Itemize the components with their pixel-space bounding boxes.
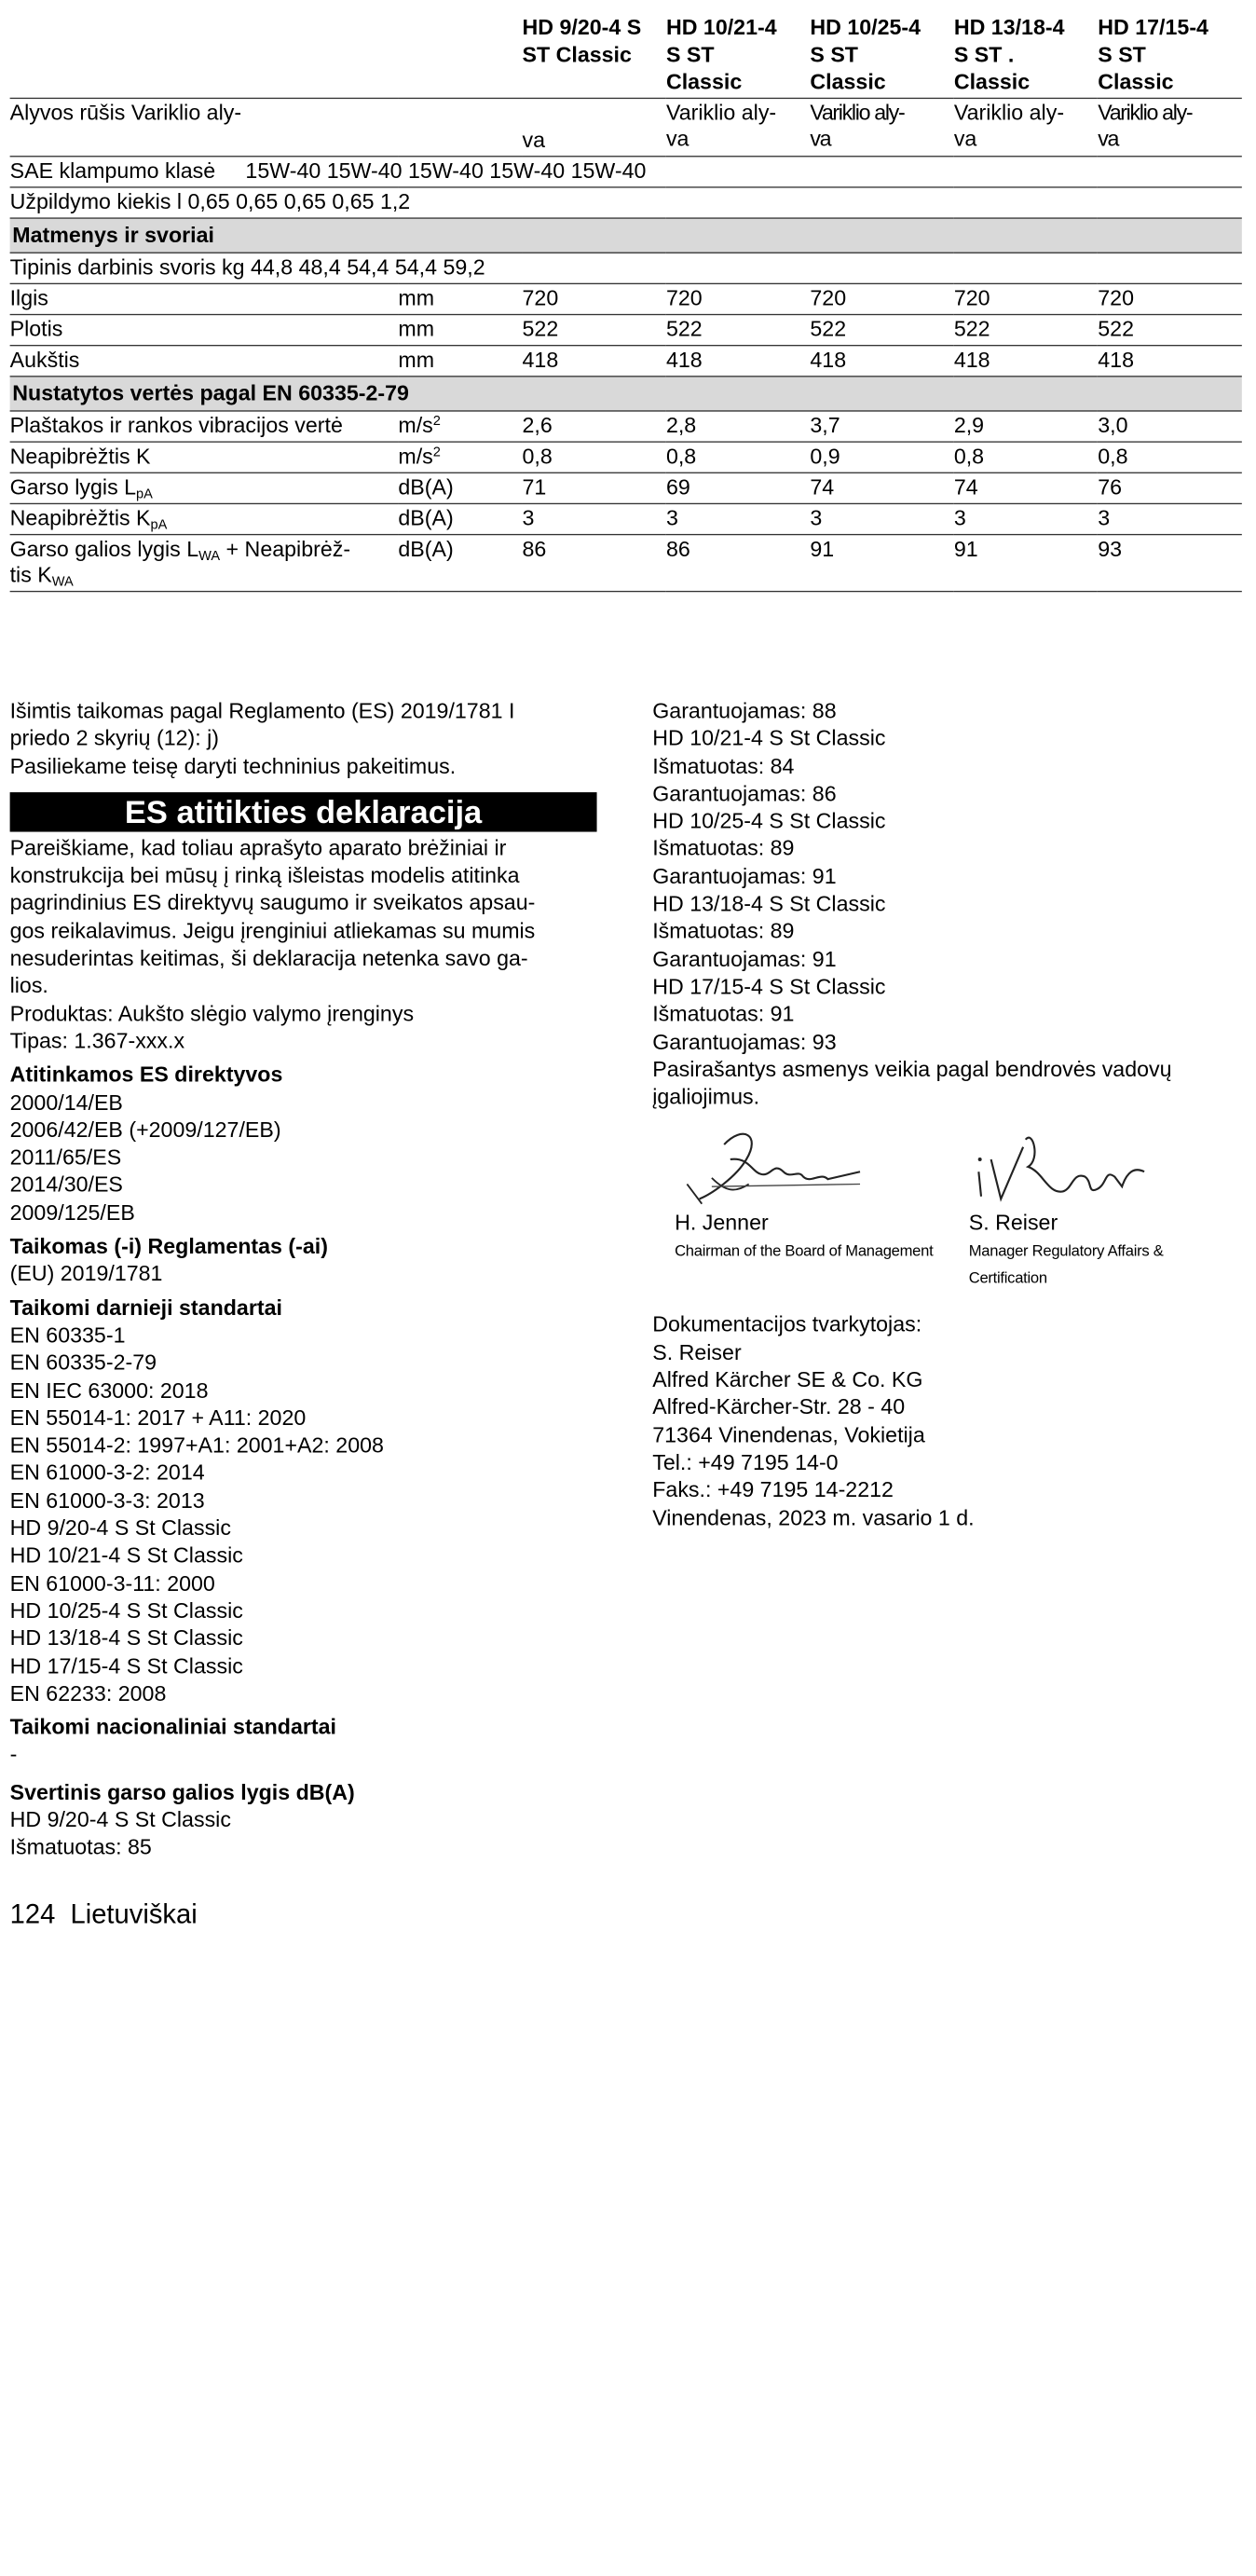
sound-value-line: Išmatuotas: 84 [652,753,795,778]
standard-item: HD 10/25-4 S St Classic [9,1597,243,1624]
exception-line-2: priedo 2 skyrių (12): j) [9,725,220,751]
type-line: Tipas: 1.367-xxx.x [9,1028,185,1053]
standard-item: EN 61000-3-2: 2014 [9,1459,205,1486]
declaration-text: konstrukcija bei mūsų į rinką išleistas modelis atitinka [9,862,520,888]
sound-value-line: Garantuojamas: 91 [652,863,837,889]
section-dimensions: Matmenys ir svoriai [10,218,1242,253]
standard-item: HD 17/15-4 S St Classic [9,1652,243,1679]
width-row: Plotis mm 522 522 522 522 522 [10,315,1242,346]
model-header-3: HD 10/25-4 S ST Classic [810,12,953,98]
table-header-row [10,12,1242,98]
signer-1-role: Chairman of the Board of Management [675,1241,934,1260]
directive-item: 2006/42/EB (+2009/127/EB) [9,1117,281,1143]
regulation-heading: Taikomas (-i) Reglamentas (-ai) [9,1233,328,1259]
doc-line: Vinendenas, 2023 m. vasario 1 d. [652,1504,975,1530]
regulation-item: (EU) 2019/1781 [9,1261,163,1286]
sound-value-line: Išmatuotas: 91 [652,1001,795,1027]
standard-item: HD 13/18-4 S St Classic [9,1625,243,1651]
spec-table [10,12,1242,592]
doc-line: Dokumentacijos tvarkytojas: [652,1311,922,1337]
vibration-row: Plaštakos ir rankos vibracijos vertė $m/s^2$ 2,6 2,8 3,7 2,9 3,0 [10,411,1242,442]
handwritten-signature-reiser-icon [969,1123,1154,1210]
standard-item: EN 60335-2-79 [9,1350,157,1376]
product-line: Produktas: Aukšto slėgio valymo įrenginys [9,1000,415,1026]
doc-line: S. Reiser [652,1339,742,1364]
left-column [10,697,597,1861]
sound-value-line: Garantuojamas: 91 [652,946,837,971]
doc-line: Faks.: +49 7195 14-2212 [652,1477,894,1502]
exception-line-1: Išimtis taikomas pagal Reglamento (ES) 2019/1781 I [9,698,515,723]
uncertainty-kpa-row: Neapibrėžtis $K_{pA}$ dB(A) 3 3 3 3 3 [10,503,1242,534]
national-standards-value: - [9,1742,18,1767]
standard-item: EN 55014-2: 1997+A1: 2001+A2: 2008 [9,1432,384,1458]
doc-line: 71364 Vinendenas, Vokietija [652,1421,925,1447]
signatures [652,1123,1246,1296]
reserve-note: Pasiliekame teisę daryti techninius pakeitimus. [9,753,457,778]
signer-2-role: Manager Regulatory Affairs & Certification [968,1241,1164,1287]
standard-item: EN IEC 63000: 2018 [9,1377,209,1403]
model-header-2: HD 10/21-4 S ST Classic [666,12,810,98]
directives-heading: Atitinkamos ES direktyvos [9,1062,283,1088]
standard-item: HD 9/20-4 S St Classic [9,1514,231,1541]
standard-item: EN 60335-1 [9,1322,126,1348]
doc-line: Alfred Kärcher SE & Co. KG [652,1366,923,1392]
sound-value-line: Išmatuotas: 89 [652,918,795,944]
section-en-values: Nustatytos vertės pagal EN 60335-2-79 [10,377,1242,411]
directive-item: 2011/65/ES [9,1144,122,1170]
weighted-sound-item: HD 9/20-4 S St Classic [9,1806,231,1832]
standard-item: EN 61000-3-11: 2000 [9,1570,215,1596]
right-column [652,697,1246,1531]
declaration-banner: ES atitikties deklaracija [10,792,597,831]
sound-level-row: Garso lygis $L_{pA}$ dB(A) 71 69 74 74 76 [10,473,1242,503]
sound-value-line: Garantuojamas: 88 [652,698,837,723]
standards-heading: Taikomi darnieji standartai [9,1295,282,1320]
sound-value-line: Išmatuotas: 89 [652,836,795,861]
uncertainty-k-row: Neapibrėžtis K $m/s^2$ 0,8 0,8 0,9 0,8 0,8 [10,442,1242,473]
handwritten-signature-icon [675,1123,884,1210]
signers-note: Pasirašantys asmenys veikia pagal bendrovės vadovų [652,1056,1172,1082]
model-header-4: HD 13/18-4 S ST . Classic [954,12,1098,98]
model-header-1: HD 9/20-4 S ST Classic [523,12,666,98]
sound-value-line: HD 13/18-4 S St Classic [652,891,886,916]
declaration-text: gos reikalavimus. Jeigu įrenginiui atliekamas su mumis [9,918,536,943]
doc-line: Alfred-Kärcher-Str. 28 - 40 [652,1394,906,1419]
standard-item: HD 10/21-4 S St Classic [9,1542,243,1569]
page-footer: 124 Lietuviškai [9,1898,198,1930]
sound-value-line: HD 17/15-4 S St Classic [652,974,886,999]
directive-item: 2009/125/EB [9,1199,135,1225]
sound-value-line: HD 10/21-4 S St Classic [652,725,886,751]
declaration-text: nesuderintas keitimas, ši deklaracija netenka savo ga- [9,945,528,971]
weighted-sound-item: Išmatuotas: 85 [9,1834,152,1859]
directive-item: 2014/30/ES [9,1172,123,1198]
standard-item: EN 61000-3-3: 2013 [9,1487,205,1513]
documentation-block [652,1310,1246,1531]
length-row: Ilgis mm 720 720 720 720 720 [10,283,1242,314]
declaration-text: pagrindinius ES direktyvų saugumo ir sveikatos apsau- [9,890,536,916]
sae-row: SAE klampumo klasė 15W-40 15W-40 15W-40 15W-40 15W-40 [10,157,1242,187]
model-header-5: HD 17/15-4 S ST Classic [1098,12,1242,98]
fill-row: Užpildymo kiekis l 0,65 0,65 0,65 0,65 1,2 [10,187,1242,218]
sound-power-row: Garso galios lygis $L_{WA}$ + Neapibrėž- tis $K_{WA}$ dB(A) 86 86 91 91 93 [10,535,1242,592]
sound-value-line: Garantuojamas: 86 [652,781,837,806]
standard-item: EN 62233: 2008 [9,1680,167,1706]
signer-2-name: S. Reiser [968,1210,1058,1236]
signer-1-name: H. Jenner [675,1210,769,1236]
sound-value-line: HD 10/25-4 S St Classic [652,808,886,834]
standard-item: EN 55014-1: 2017 + A11: 2020 [9,1404,307,1431]
declaration-text: Pareiškiame, kad toliau aprašyto aparato brėžiniai ir [9,835,507,860]
signers-note: įgaliojimus. [652,1084,760,1109]
signature-jenner [675,1123,947,1265]
declaration-text: lios. [9,973,48,998]
doc-line: Tel.: +49 7195 14-0 [652,1449,839,1475]
oil-type-row: Alyvos rūšis Variklio aly- va Variklio aly- va Variklio aly- va Variklio aly- va Variklio aly- va [10,98,1242,156]
signature-reiser [969,1123,1241,1293]
national-standards-heading: Taikomi nacionaliniai standartai [9,1714,336,1740]
weighted-sound-heading: Svertinis garso galios lygis dB(A) [9,1779,355,1804]
weight-row: Tipinis darbinis svoris kg 44,8 48,4 54,4 54,4 59,2 [10,253,1242,283]
directive-item: 2000/14/EB [9,1089,123,1115]
sound-value-line: Garantuojamas: 93 [652,1029,837,1054]
height-row: Aukštis mm 418 418 418 418 418 [10,346,1242,377]
